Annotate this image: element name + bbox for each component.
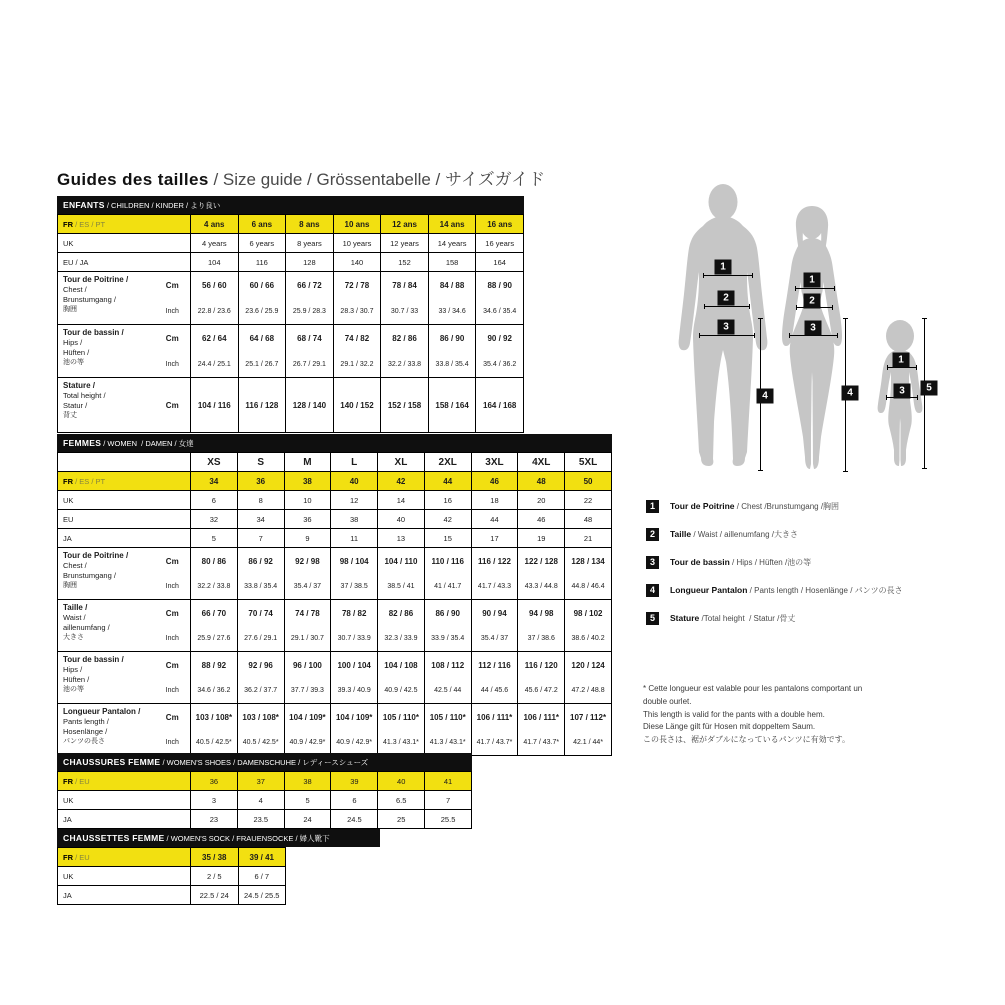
children-header-rest: / CHILDREN / KINDER / より良い — [104, 200, 221, 210]
size-cell: 152 / 158 — [381, 378, 429, 433]
row-label-eu: EU — [58, 510, 191, 529]
measure-value-cell: 128 / 134 44.8 / 46.4 — [565, 548, 612, 600]
size-cell: 17 — [471, 529, 518, 548]
size-cell: 104 — [191, 253, 239, 272]
size-cell: 6 / 7 — [238, 867, 286, 886]
page-title-rest: / Size guide / Grössentabelle / サイズガイド — [208, 170, 546, 189]
measure-value-cell: 94 / 98 37 / 38.6 — [518, 600, 565, 652]
child-badge-chest: 1 — [893, 353, 910, 368]
women-header-bold: FEMMES — [63, 438, 102, 448]
women-fr-row — [58, 472, 612, 491]
size-cell: S — [237, 453, 284, 472]
legend-badge-2: 2 — [646, 528, 659, 541]
women-hips-row — [58, 652, 612, 704]
size-cell: 104 / 116 — [191, 378, 239, 433]
legend-label-rest: / Hips / Hüften /池の等 — [729, 557, 812, 567]
size-cell: 2 / 5 — [191, 867, 239, 886]
size-cell: 14 years — [428, 234, 476, 253]
measure-value-cell: 82 / 86 32.2 / 33.8 — [381, 325, 429, 378]
measure-label-chest: Tour de Poitrine / Chest / Brunstumgang / 胸囲 — [58, 548, 155, 600]
unit-cm: Cm — [165, 333, 179, 343]
woman-badge-hips: 3 — [805, 321, 822, 336]
women-uk-row — [58, 491, 612, 510]
size-cell: 7 — [237, 529, 284, 548]
size-cell: 15 — [424, 529, 471, 548]
measure-value-cell: 96 / 100 37.7 / 39.3 — [284, 652, 331, 704]
size-cell: 22 — [565, 491, 612, 510]
woman-badge-chest: 1 — [804, 273, 821, 288]
man-badge-waist: 2 — [718, 291, 735, 306]
children-hips-row — [58, 325, 524, 378]
size-cell: 35 / 38 — [191, 848, 239, 867]
size-cell: 25 — [378, 810, 425, 829]
unit-cell — [155, 652, 191, 704]
size-cell: 24.5 — [331, 810, 378, 829]
size-cell: 12 ans — [381, 215, 429, 234]
women-sizes-row — [58, 453, 612, 472]
size-cell: 6 ans — [238, 215, 286, 234]
row-label-uk: UK — [58, 791, 191, 810]
footnote-line: double ourlet. — [643, 696, 692, 706]
size-cell: 19 — [518, 529, 565, 548]
measure-value-cell: 105 / 110* 41.3 / 43.1* — [378, 704, 425, 756]
legend-item-pants-length — [646, 583, 986, 597]
size-cell: M — [284, 453, 331, 472]
row-label-ja: JA — [58, 529, 191, 548]
size-cell: 36 — [284, 510, 331, 529]
size-cell: 42 — [378, 472, 425, 491]
measure-value-cell: 107 / 112* 42.1 / 44* — [565, 704, 612, 756]
measure-value-cell: 110 / 116 41 / 41.7 — [424, 548, 471, 600]
size-cell: 8 ans — [286, 215, 334, 234]
measure-value-cell: 116 / 120 45.6 / 47.2 — [518, 652, 565, 704]
measure-value-cell: 104 / 109* 40.9 / 42.9* — [284, 704, 331, 756]
measure-label-hips: Tour de bassin / Hips / Hüften / 池の等 — [58, 652, 155, 704]
measure-value-cell: 78 / 82 30.7 / 33.9 — [331, 600, 378, 652]
size-cell: 50 — [565, 472, 612, 491]
pants-length-footnote — [643, 683, 983, 747]
measure-value-cell: 64 / 68 25.1 / 26.7 — [238, 325, 286, 378]
size-cell: 10 — [284, 491, 331, 510]
measure-value-cell: 86 / 90 33.9 / 35.4 — [424, 600, 471, 652]
size-cell: 158 / 164 — [428, 378, 476, 433]
size-cell: 36 — [237, 472, 284, 491]
child-badge-stature: 5 — [921, 381, 938, 396]
child-badge-hips: 3 — [894, 384, 911, 399]
socks-header-bold: CHAUSSETTES FEMME — [63, 833, 165, 843]
measurement-legend — [646, 499, 986, 639]
size-cell: 5 — [284, 791, 331, 810]
women-size-table — [57, 434, 612, 756]
size-cell: 40 — [331, 472, 378, 491]
measure-value-cell: 90 / 94 35.4 / 37 — [471, 600, 518, 652]
unit-cm: Cm — [165, 712, 179, 722]
measure-value-cell: 122 / 128 43.3 / 44.8 — [518, 548, 565, 600]
unit-inch: Inch — [165, 583, 179, 590]
row-label-fr: FR / EU — [58, 772, 191, 791]
women-eu-row — [58, 510, 612, 529]
size-cell: 13 — [378, 529, 425, 548]
measure-value-cell: 120 / 124 47.2 / 48.8 — [565, 652, 612, 704]
legend-item-stature — [646, 611, 986, 625]
unit-inch: Inch — [165, 739, 179, 746]
size-cell: 44 — [471, 510, 518, 529]
page-title — [57, 165, 545, 190]
children-header-bold: ENFANTS — [63, 200, 105, 210]
size-cell: 40 — [378, 510, 425, 529]
measure-value-cell: 86 / 90 33.8 / 35.4 — [428, 325, 476, 378]
size-cell: 38 — [284, 772, 331, 791]
measure-value-cell: 72 / 78 28.3 / 30.7 — [333, 272, 381, 325]
size-cell: 6 years — [238, 234, 286, 253]
unit-inch: Inch — [165, 635, 179, 642]
measure-value-cell: 56 / 60 22.8 / 23.6 — [191, 272, 239, 325]
legend-item-hips — [646, 555, 986, 569]
measure-label-chest: Tour de Poitrine / Chest / Brunstumgang / 胸囲 — [58, 272, 155, 325]
size-cell: 38 — [284, 472, 331, 491]
women-table-grid — [57, 452, 612, 756]
man-badge-pants: 4 — [757, 389, 774, 404]
size-cell: 23 — [191, 810, 238, 829]
size-cell: 6 — [191, 491, 238, 510]
footnote-line: この長さは、裾がダブルになっているパンツに有効です。 — [643, 735, 851, 745]
measure-value-cell: 104 / 109* 40.9 / 42.9* — [331, 704, 378, 756]
socks-fr-row — [58, 848, 286, 867]
measure-value-cell: 90 / 92 35.4 / 36.2 — [476, 325, 524, 378]
size-cell: 6.5 — [378, 791, 425, 810]
size-cell: 8 — [237, 491, 284, 510]
measure-value-cell: 105 / 110* 41.3 / 43.1* — [424, 704, 471, 756]
children-euja-row — [58, 253, 524, 272]
legend-label-rest: / Waist / aillenumfang /大きさ — [691, 529, 798, 539]
size-cell: 39 — [331, 772, 378, 791]
man-badge-chest: 1 — [715, 260, 732, 275]
size-cell: 14 ans — [428, 215, 476, 234]
legend-label-bold: Taille — [670, 528, 692, 539]
empty-cell — [58, 453, 191, 472]
size-cell: 140 / 152 — [333, 378, 381, 433]
size-cell: 16 years — [476, 234, 524, 253]
footnote-line: * Cette longueur est valable pour les pantalons comportant un — [643, 684, 863, 693]
measure-value-cell: 86 / 92 33.8 / 35.4 — [237, 548, 284, 600]
measure-value-cell: 68 / 74 26.7 / 29.1 — [286, 325, 334, 378]
unit-cm: Cm — [165, 556, 179, 566]
children-chest-row — [58, 272, 524, 325]
size-cell: L — [331, 453, 378, 472]
size-cell: 37 — [237, 772, 284, 791]
size-cell: 16 ans — [476, 215, 524, 234]
size-cell: 12 — [331, 491, 378, 510]
size-cell: 21 — [565, 529, 612, 548]
size-cell: 6 — [331, 791, 378, 810]
measure-value-cell: 106 / 111* 41.7 / 43.7* — [471, 704, 518, 756]
measure-value-cell: 106 / 111* 41.7 / 43.7* — [518, 704, 565, 756]
shoes-table-header — [57, 753, 472, 771]
women-header-rest: / WOMEN / DAMEN / 女達 — [101, 438, 194, 448]
unit-cm: Cm — [165, 660, 179, 670]
size-cell: 3 — [191, 791, 238, 810]
size-cell: 3XL — [471, 453, 518, 472]
size-cell: 44 — [424, 472, 471, 491]
size-cell: 22.5 / 24 — [191, 886, 239, 905]
row-label-uk: UK — [58, 234, 191, 253]
measure-value-cell: 78 / 84 30.7 / 33 — [381, 272, 429, 325]
women-ja-row — [58, 529, 612, 548]
unit-cell — [155, 704, 191, 756]
measure-value-cell: 88 / 92 34.6 / 36.2 — [191, 652, 238, 704]
measure-value-cell: 60 / 66 23.6 / 25.9 — [238, 272, 286, 325]
legend-label-rest: / Chest /Brunstumgang /胸囲 — [734, 501, 840, 511]
children-stature-row — [58, 378, 524, 433]
measure-value-cell: 66 / 72 25.9 / 28.3 — [286, 272, 334, 325]
size-cell: 128 / 140 — [286, 378, 334, 433]
size-cell: 42 — [424, 510, 471, 529]
size-cell: 10 years — [333, 234, 381, 253]
legend-label-bold: Stature — [670, 612, 700, 623]
unit-cm: Cm — [165, 280, 179, 290]
size-cell: 152 — [381, 253, 429, 272]
socks-header-rest: / WOMEN'S SOCK / FRAUENSOCKE / 婦人靴下 — [164, 833, 330, 843]
measure-value-cell: 70 / 74 27.6 / 29.1 — [237, 600, 284, 652]
size-cell: 34 — [191, 472, 238, 491]
measure-value-cell: 80 / 86 32.2 / 33.8 — [191, 548, 238, 600]
measure-value-cell: 103 / 108* 40.5 / 42.5* — [191, 704, 238, 756]
size-cell: 140 — [333, 253, 381, 272]
size-cell: 38 — [331, 510, 378, 529]
legend-label-bold: Tour de bassin — [670, 556, 730, 567]
size-cell: 4 years — [191, 234, 239, 253]
size-cell: 48 — [518, 472, 565, 491]
size-cell: 16 — [424, 491, 471, 510]
woman-head — [801, 209, 824, 239]
measure-label-pants: Longueur Pantalon / Pants length / Hosenlänge / パンツの長さ — [58, 704, 155, 756]
size-cell: 20 — [518, 491, 565, 510]
measure-label-stature: Stature / Total height / Statur / 背丈 — [58, 378, 155, 433]
size-cell: 128 — [286, 253, 334, 272]
measure-value-cell: 92 / 98 35.4 / 37 — [284, 548, 331, 600]
measure-value-cell: 62 / 64 24.4 / 25.1 — [191, 325, 239, 378]
row-label-uk: UK — [58, 867, 191, 886]
size-cell: 34 — [237, 510, 284, 529]
man-badge-hips: 3 — [718, 320, 735, 335]
measure-value-cell: 98 / 102 38.6 / 40.2 — [565, 600, 612, 652]
legend-badge-1: 1 — [646, 500, 659, 513]
size-cell: 4XL — [518, 453, 565, 472]
size-cell: 46 — [471, 472, 518, 491]
socks-ja-row — [58, 886, 286, 905]
unit-inch: Inch — [165, 360, 179, 368]
row-label-ja: JA — [58, 810, 191, 829]
legend-item-waist — [646, 527, 986, 541]
measure-value-cell: 104 / 110 38.5 / 41 — [378, 548, 425, 600]
size-cell: 14 — [378, 491, 425, 510]
shoes-header-rest: / WOMEN'S SHOES / DAMENSCHUHE / レディースシューズ — [160, 757, 369, 767]
unit-cm: Cm — [165, 608, 179, 618]
size-cell: XS — [191, 453, 238, 472]
socks-table-grid — [57, 847, 286, 905]
size-cell: 2XL — [424, 453, 471, 472]
measure-label-hips: Tour de bassin / Hips / Hüften / 池の等 — [58, 325, 155, 378]
measure-value-cell: 82 / 86 32.3 / 33.9 — [378, 600, 425, 652]
size-cell: 23.5 — [237, 810, 284, 829]
size-cell: 116 — [238, 253, 286, 272]
measure-value-cell: 104 / 108 40.9 / 42.5 — [378, 652, 425, 704]
unit-cell — [155, 548, 191, 600]
measure-value-cell: 92 / 96 36.2 / 37.7 — [237, 652, 284, 704]
row-label-uk: UK — [58, 491, 191, 510]
woman-badge-waist: 2 — [804, 294, 821, 309]
size-cell: 10 ans — [333, 215, 381, 234]
size-cell: 4 ans — [191, 215, 239, 234]
legend-label-rest: / Pants length / Hosenlänge / パンツの長さ — [747, 585, 903, 595]
measure-value-cell: 100 / 104 39.3 / 40.9 — [331, 652, 378, 704]
size-cell: 164 / 168 — [476, 378, 524, 433]
size-cell: 40 — [378, 772, 425, 791]
unit-cell — [155, 272, 191, 325]
legend-badge-3: 3 — [646, 556, 659, 569]
shoes-table-grid — [57, 771, 472, 829]
page-title-bold: Guides des tailles — [57, 170, 209, 189]
unit-cell — [155, 600, 191, 652]
measure-value-cell: 116 / 122 41.7 / 43.3 — [471, 548, 518, 600]
legend-badge-4: 4 — [646, 584, 659, 597]
size-cell: 164 — [476, 253, 524, 272]
row-label-euja: EU / JA — [58, 253, 191, 272]
unit-cell — [155, 325, 191, 378]
row-label-fr: FR / EU — [58, 848, 191, 867]
man-head — [709, 184, 738, 220]
size-cell: 11 — [331, 529, 378, 548]
size-cell: 39 / 41 — [238, 848, 286, 867]
shoes-fr-row — [58, 772, 472, 791]
women-socks-table — [57, 829, 380, 905]
size-cell: 48 — [565, 510, 612, 529]
measure-value-cell: 108 / 112 42.5 / 44 — [424, 652, 471, 704]
size-cell: 25.5 — [425, 810, 472, 829]
children-uk-row — [58, 234, 524, 253]
size-cell: 24 — [284, 810, 331, 829]
size-cell: 116 / 128 — [238, 378, 286, 433]
measure-value-cell: 98 / 104 37 / 38.5 — [331, 548, 378, 600]
size-cell: 158 — [428, 253, 476, 272]
size-cell: 18 — [471, 491, 518, 510]
women-chest-row — [58, 548, 612, 600]
children-size-table — [57, 196, 524, 433]
measure-value-cell: 74 / 78 29.1 / 30.7 — [284, 600, 331, 652]
measure-value-cell: 112 / 116 44 / 45.6 — [471, 652, 518, 704]
size-cell: 24.5 / 25.5 — [238, 886, 286, 905]
size-cell: 9 — [284, 529, 331, 548]
shoes-header-bold: CHAUSSURES FEMME — [63, 757, 161, 767]
women-pants-row — [58, 704, 612, 756]
size-cell: 36 — [191, 772, 238, 791]
size-cell: 41 — [425, 772, 472, 791]
child-head — [886, 320, 914, 352]
measure-value-cell: 84 / 88 33 / 34.6 — [428, 272, 476, 325]
row-label-fr: FR / ES / PT — [58, 215, 191, 234]
footnote-line: This length is valid for the pants with a double hem. — [643, 709, 825, 719]
size-cell: 5XL — [565, 453, 612, 472]
legend-label-bold: Tour de Poitrine — [670, 500, 735, 511]
unit-cm: Cm — [155, 378, 191, 433]
size-cell: 32 — [191, 510, 238, 529]
size-cell: 4 — [237, 791, 284, 810]
legend-label-bold: Longueur Pantalon — [670, 584, 748, 595]
size-cell: 7 — [425, 791, 472, 810]
footnote-line: Diese Länge gilt für Hosen mit doppeltem Saum. — [643, 722, 816, 732]
measure-value-cell: 103 / 108* 40.5 / 42.5* — [237, 704, 284, 756]
size-cell: XL — [378, 453, 425, 472]
measure-value-cell: 74 / 82 29.1 / 32.2 — [333, 325, 381, 378]
size-cell: 5 — [191, 529, 238, 548]
shoes-uk-row — [58, 791, 472, 810]
size-cell: 46 — [518, 510, 565, 529]
row-label-fr: FR / ES / PT — [58, 472, 191, 491]
man-body — [679, 216, 768, 466]
unit-inch: Inch — [165, 687, 179, 694]
legend-badge-5: 5 — [646, 612, 659, 625]
woman-badge-pants: 4 — [842, 386, 859, 401]
size-cell: 8 years — [286, 234, 334, 253]
children-table-header — [57, 196, 524, 214]
legend-item-chest — [646, 499, 986, 513]
shoes-ja-row — [58, 810, 472, 829]
women-table-header — [57, 434, 612, 452]
measure-value-cell: 66 / 70 25.9 / 27.6 — [191, 600, 238, 652]
unit-inch: Inch — [165, 307, 179, 315]
socks-uk-row — [58, 867, 286, 886]
children-table-grid — [57, 214, 524, 433]
measure-value-cell: 88 / 90 34.6 / 35.4 — [476, 272, 524, 325]
socks-table-header — [57, 829, 380, 847]
women-shoes-table — [57, 753, 472, 829]
legend-label-rest: /Total height / Statur /骨丈 — [699, 613, 796, 623]
children-fr-row — [58, 215, 524, 234]
size-cell: 12 years — [381, 234, 429, 253]
row-label-ja: JA — [58, 886, 191, 905]
measure-label-waist: Taille / Waist / aillenumfang / 大きさ — [58, 600, 155, 652]
body-measurement-figures — [655, 172, 965, 482]
women-waist-row — [58, 600, 612, 652]
